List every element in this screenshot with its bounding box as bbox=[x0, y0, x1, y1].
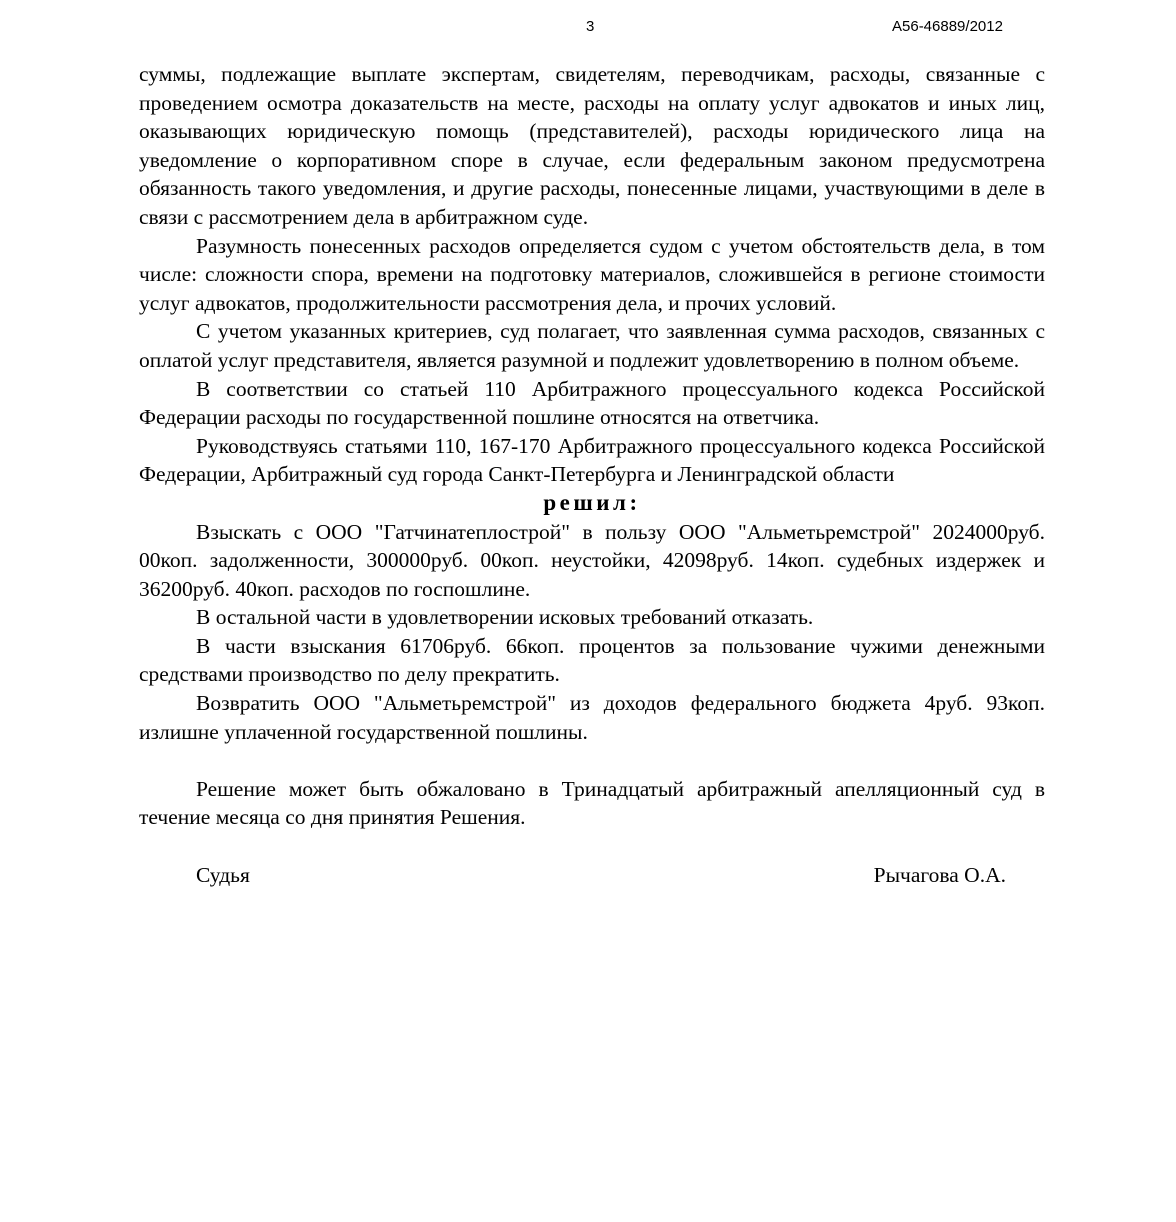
paragraph-reasonableness: Разумность понесенных расходов определяется судом с учетом обстоятельств дела, в том числе: сложности спора, времени на подготовку материалов, сложившейся в регионе стоимости услуг адвокатов, продолжительности рассмотрения дела, и прочих условий. bbox=[139, 233, 1045, 315]
appeal-notice: Решение может быть обжаловано в Тринадцатый арбитражный апелляционный суд в течение месяца со дня принятия Решения. bbox=[139, 776, 1045, 830]
paragraph-criteria: С учетом указанных критериев, суд полагает, что заявленная сумма расходов, связанных с оплатой услуг представителя, является разумной и подлежит удовлетворению в полном объеме. bbox=[139, 319, 1045, 372]
paragraph-state-duty: В соответствии со статьей 110 Арбитражного процессуального кодекса Российской Федерации расходы по государственной пошлине относятся на ответчика. bbox=[139, 376, 1045, 430]
paragraph-guided-by: Руководствуясь статьями 110, 167-170 Арбитражного процессуального кодекса Российской Федерации, Арбитражный суд города Санкт-Петербурга и Ленинградской области bbox=[139, 433, 1045, 487]
signature-block bbox=[139, 861, 1045, 890]
blank-line bbox=[139, 746, 1045, 775]
decision-item-refuse: В остальной части в удовлетворении исковых требований отказать. bbox=[196, 605, 814, 630]
decision-heading: решил: bbox=[543, 489, 641, 515]
paragraph-continuation: суммы, подлежащие выплате экспертам, свидетелям, переводчикам, расходы, связанные с проведением осмотра доказательств на месте, расходы на оплату услуг адвокатов и иных лиц, оказывающих юридическую помощь (представителей), расходы юридического лица на уведомление о корпоративном споре в случае, если федеральным законом предусмотрена обязанность такого уведомления, и другие расходы, понесенные лицами, участвующими в деле в связи с рассмотрением дела в арбитражном суде. bbox=[139, 62, 1045, 229]
blank-line bbox=[139, 832, 1045, 861]
judge-name: Рычагова О.А. bbox=[873, 862, 1006, 887]
decision-item-terminate: В части взыскания 61706руб. 66коп. процентов за пользование чужими денежными средствами производство по делу прекратить. bbox=[139, 633, 1045, 687]
decision-item-recover: Взыскать с ООО "Гатчинатеплострой" в пользу ООО "Альметьремстрой" 2024000руб. 00коп. задолженности, 300000руб. 00коп. неустойки, 42098руб. 14коп. судебных издержек и 36200руб. 40коп. расходов по госпошлине. bbox=[139, 519, 1045, 601]
signature-label: Судья bbox=[196, 862, 250, 887]
document-body bbox=[139, 60, 1045, 889]
decision-item-return-duty: Возвратить ООО "Альметьремстрой" из доходов федерального бюджета 4руб. 93коп. излишне уплаченной государственной пошлины. bbox=[139, 691, 1045, 744]
case-number: А56-46889/2012 bbox=[892, 18, 1003, 35]
page-number: 3 bbox=[586, 18, 595, 35]
